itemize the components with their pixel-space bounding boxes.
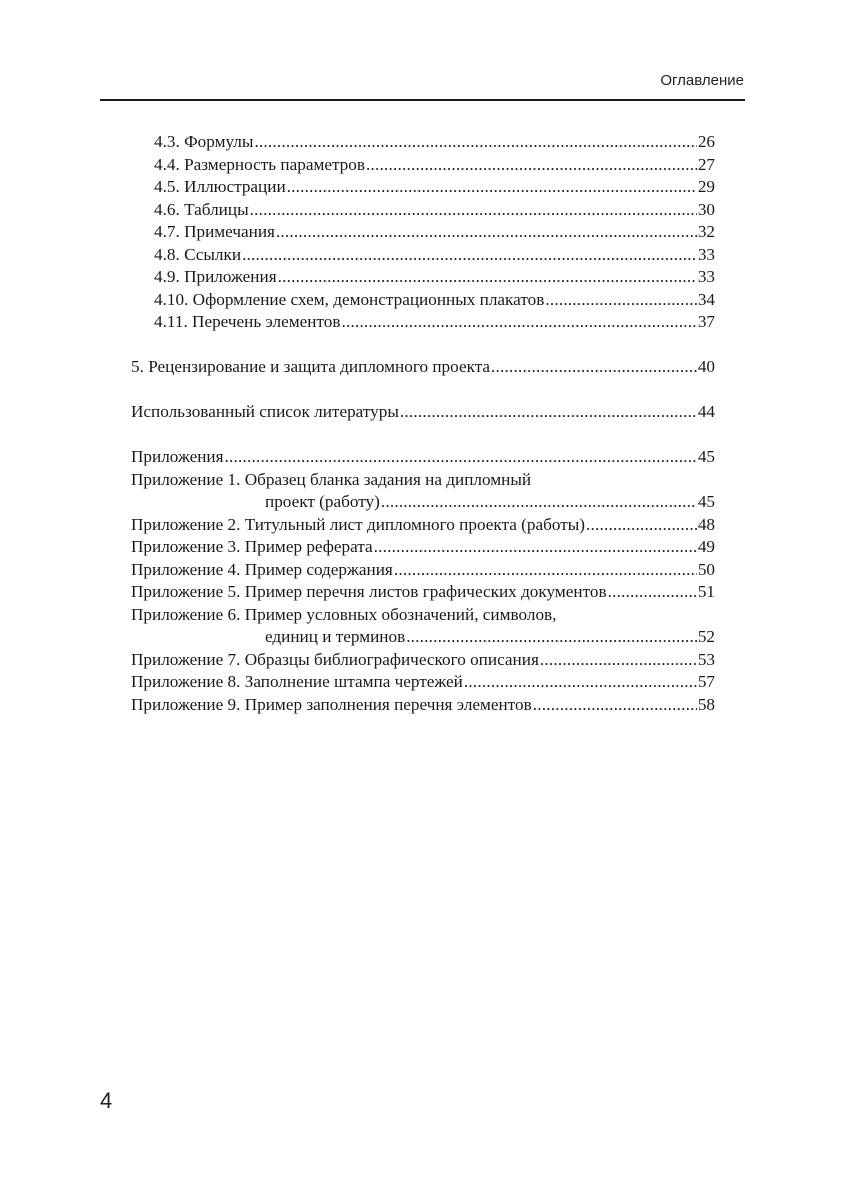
running-header-title: Оглавление — [660, 72, 744, 89]
dot-leader — [287, 176, 697, 199]
toc-entry-label: 4.4. Размерность параметров — [154, 154, 365, 174]
toc-entry[interactable] — [131, 221, 715, 244]
toc-entry-label: Приложение 4. Пример содержания — [131, 559, 393, 579]
toc-literature[interactable] — [131, 401, 715, 424]
toc-entry-label: 4.3. Формулы — [154, 132, 254, 151]
toc-appendix-4[interactable] — [131, 559, 715, 582]
header-rule — [100, 99, 745, 101]
dot-leader — [381, 491, 697, 514]
toc-entry-page: 27 — [697, 154, 715, 174]
toc-entry-label: 4.6. Таблицы — [154, 199, 249, 219]
dot-leader — [400, 401, 697, 424]
table-of-contents — [131, 131, 715, 716]
toc-entry-label-cont: единиц и терминов — [265, 627, 406, 646]
toc-entry-label: 4.11. Перечень элементов — [154, 312, 341, 331]
toc-entry-page: 57 — [697, 672, 715, 691]
dot-leader — [278, 266, 697, 289]
toc-entry-label-cont: проект (работу) — [265, 492, 380, 511]
page-number: 4 — [100, 1088, 113, 1113]
toc-appendix-9[interactable] — [131, 694, 715, 717]
dot-leader — [250, 199, 697, 222]
toc-entry-page: 34 — [697, 289, 715, 309]
toc-entry[interactable] — [131, 176, 715, 199]
toc-entry-page: 52 — [697, 627, 715, 646]
toc-entry-label: Использованный список литературы — [131, 402, 399, 421]
dot-leader — [406, 626, 697, 649]
toc-entry-label: Приложения — [131, 447, 224, 466]
toc-entry-page: 33 — [697, 244, 715, 264]
toc-entry-label: Приложение 5. Пример перечня листов графических документов — [131, 582, 607, 601]
toc-entry-page: 53 — [697, 649, 715, 669]
toc-entry[interactable] — [131, 311, 715, 334]
toc-appendix-3[interactable] — [131, 536, 715, 559]
toc-entry-page: 32 — [697, 222, 715, 241]
toc-entry-label: Приложение 2. Титульный лист дипломного проекта (работы) — [131, 514, 585, 534]
toc-entry-page: 37 — [697, 312, 715, 331]
toc-entry-page: 49 — [697, 537, 715, 556]
toc-entry-page: 48 — [697, 514, 715, 534]
toc-entry-page: 33 — [697, 267, 715, 286]
toc-entry-page: 45 — [697, 492, 715, 511]
toc-entry[interactable] — [131, 266, 715, 289]
toc-entry-label: 4.5. Иллюстрации — [154, 177, 286, 196]
toc-appendix-5[interactable] — [131, 581, 715, 604]
toc-entry-label: Приложение 9. Пример заполнения перечня элементов — [131, 694, 532, 714]
dot-leader — [394, 559, 697, 582]
dot-leader — [586, 514, 697, 537]
dot-leader — [254, 131, 696, 154]
toc-entry-label: Приложение 8. Заполнение штампа чертежей — [131, 672, 463, 691]
toc-entry-page: 29 — [697, 177, 715, 196]
toc-entry-page: 45 — [697, 447, 715, 466]
dot-leader — [366, 154, 697, 177]
toc-section-5[interactable] — [131, 356, 715, 379]
toc-appendix-6-line1[interactable] — [131, 604, 715, 627]
toc-appendices[interactable] — [131, 446, 715, 469]
dot-leader — [276, 221, 697, 244]
toc-entry-label: 4.7. Примечания — [154, 222, 275, 241]
dot-leader — [242, 244, 697, 267]
toc-appendix-1-line1[interactable] — [131, 469, 715, 492]
dot-leader — [608, 581, 697, 604]
toc-entry[interactable] — [131, 131, 715, 154]
dot-leader — [341, 311, 696, 334]
dot-leader — [225, 446, 697, 469]
toc-appendix-2[interactable] — [131, 514, 715, 537]
toc-appendix-8[interactable] — [131, 671, 715, 694]
toc-entry-label: 4.8. Ссылки — [154, 244, 242, 264]
dot-leader — [545, 289, 696, 312]
dot-leader — [533, 694, 697, 717]
toc-entry[interactable] — [131, 289, 715, 312]
toc-entry-page: 58 — [697, 694, 715, 714]
toc-entry-label: Приложение 1. Образец бланка задания на дипломный — [131, 469, 532, 489]
toc-entry-page: 44 — [697, 402, 715, 421]
toc-appendix-1-line2[interactable] — [131, 491, 715, 514]
toc-entry-page: 51 — [697, 582, 715, 601]
toc-entry-label: Приложение 6. Пример условных обозначений, символов, — [131, 604, 557, 624]
toc-entry-label: 5. Рецензирование и защита дипломного проекта — [131, 357, 491, 376]
toc-entry[interactable] — [131, 244, 715, 267]
toc-entry-page: 40 — [697, 357, 715, 376]
toc-entry-page: 50 — [697, 559, 715, 579]
toc-entry-label: 4.9. Приложения — [154, 267, 277, 286]
toc-entry-page: 30 — [697, 199, 715, 219]
toc-entry-label: Приложение 7. Образцы библиографического описания — [131, 649, 539, 669]
toc-entry-label: Приложение 3. Пример реферата — [131, 537, 373, 556]
toc-appendix-6-line2[interactable] — [131, 626, 715, 649]
dot-leader — [540, 649, 697, 672]
toc-entry-label: 4.10. Оформление схем, демонстрационных плакатов — [154, 289, 545, 309]
toc-appendix-7[interactable] — [131, 649, 715, 672]
toc-entry[interactable] — [131, 199, 715, 222]
toc-entry-page: 26 — [697, 132, 715, 151]
dot-leader — [491, 356, 697, 379]
dot-leader — [374, 536, 697, 559]
dot-leader — [464, 671, 697, 694]
toc-entry[interactable] — [131, 154, 715, 177]
